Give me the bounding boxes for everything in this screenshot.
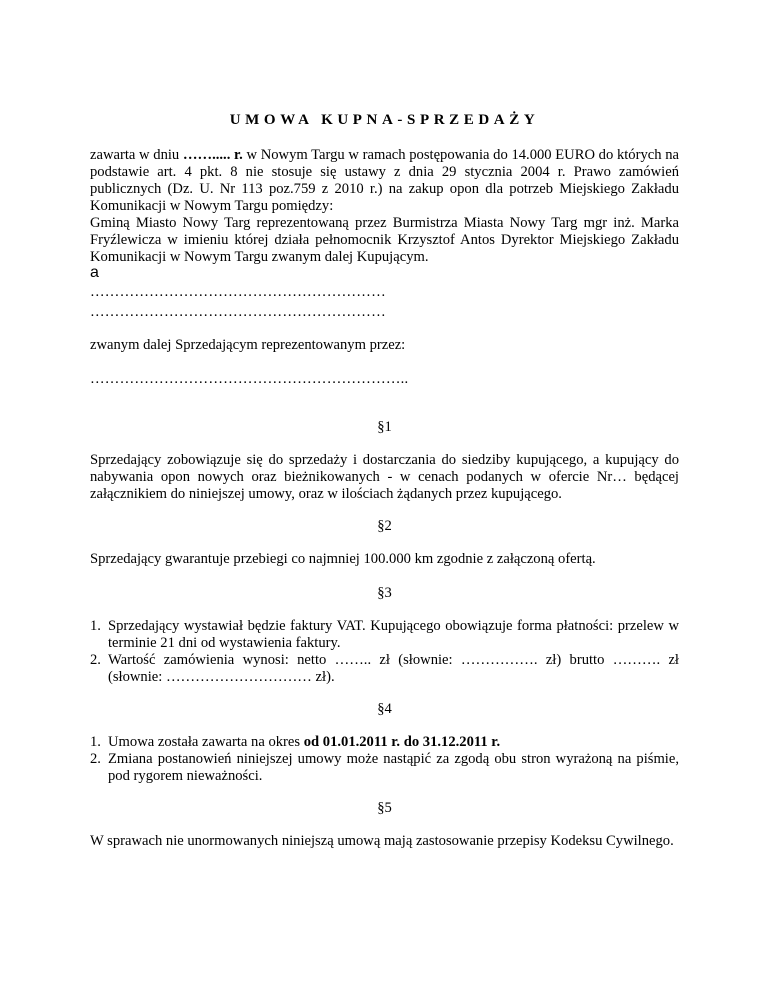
- intro-start: zawarta w dniu: [90, 147, 183, 163]
- item-text: Umowa została zawarta na okres: [108, 734, 304, 750]
- a-conjunction: a: [90, 264, 99, 281]
- document-title: UMOWA KUPNA-SPRZEDAŻY: [229, 112, 540, 128]
- intro-rest: w Nowym Targu w ramach postępowania do 14.000 EURO do których na podstawie art. 4 pkt. 8 nie stosuje się ustawy z dnia 29 stycznia 2004 r. Prawo zamówień publicznych (Dz. U. Nr 113 poz.759 z 2010 r.) na zakup opon dla potrzeb Miejskiego Zakładu Komunikacji w Nowym Targu pomiędzy:: [90, 147, 679, 214]
- section-3-list: [90, 618, 679, 686]
- section-5-heading: §5: [377, 800, 392, 816]
- item-text: Sprzedający wystawiał będzie faktury VAT. Kupującego obowiązuje forma płatności: przelew w terminie 21 dni od wystawienia faktury.: [108, 618, 679, 651]
- intro-text: [90, 147, 679, 215]
- section-2-heading: §2: [377, 518, 392, 534]
- section-2-text: Sprzedający gwarantuje przebiegi co najmniej 100.000 km zgodnie z załączoną ofertą.: [90, 551, 596, 567]
- section-4-heading: §4: [377, 701, 392, 717]
- item-number: 2.: [90, 652, 101, 668]
- section-3-heading: §3: [377, 585, 392, 601]
- list-item: [90, 618, 679, 652]
- item-number: 1.: [90, 618, 101, 634]
- list-item: [90, 652, 679, 686]
- item-text: Zmiana postanowień niniejszej umowy może nastąpić za zgodą obu stron wyrażoną na piśmie, pod rygorem nieważności.: [108, 751, 679, 784]
- list-item: [90, 734, 679, 751]
- list-item: [90, 751, 679, 785]
- item-number: 1.: [90, 734, 101, 750]
- section-4-list: [90, 734, 679, 785]
- item-text: Wartość zamówienia wynosi: netto …….. zł (słownie: ……………. zł) brutto ………. zł (słownie: ………………………… zł).: [108, 652, 679, 685]
- item-number: 2.: [90, 751, 101, 767]
- buyer-paragraph: Gminą Miasto Nowy Targ reprezentowaną przez Burmistrza Miasta Nowy Targ mgr inż. Marka Fryźlewicza w imieniu której działa pełnomocnik Krzysztof Antos Dyrektor Miejskiego Zakładu Komunikacji w Nowym Targu zwanym dalej Kupującym.: [90, 215, 679, 265]
- seller-representative-blank[interactable]: ………………………………………………………..: [90, 371, 409, 387]
- seller-name-blank-1[interactable]: ……………………………………………………: [90, 284, 386, 300]
- section-1-text: Sprzedający zobowiązuje się do sprzedaży i dostarczania do siedziby kupującego, a kupujący do nabywania opon nowych oraz bieżnikowanych - w cenach podanych w ofercie Nr… będącej załącznikiem do niniejszej umowy, oraz w ilościach żądanych przez kupującego.: [90, 452, 679, 502]
- contract-period: od 01.01.2011 r. do 31.12.2011 r.: [303, 734, 501, 750]
- date-placeholder: ……..... r.: [182, 147, 243, 163]
- intro-paragraph: [90, 147, 679, 266]
- section-5-text: W sprawach nie unormowanych niniejszą umową mają zastosowanie przepisy Kodeksu Cywilnego.: [90, 833, 674, 849]
- seller-name-blank-2[interactable]: ……………………………………………………: [90, 304, 386, 320]
- section-1-heading: §1: [377, 419, 392, 435]
- seller-line: zwanym dalej Sprzedającym reprezentowanym przez:: [90, 337, 406, 353]
